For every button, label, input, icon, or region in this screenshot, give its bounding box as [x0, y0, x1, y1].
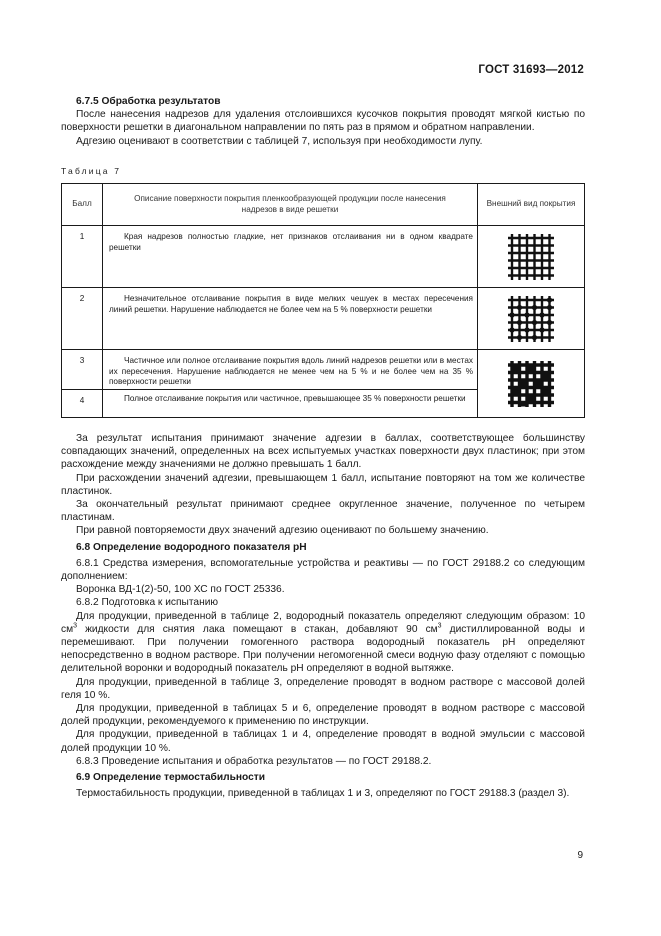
page-content	[61, 94, 585, 801]
section-682-paragraph-3: Для продукции, приведенной в таблицах 5 и 6, определение проводят в водном растворе с массовой долей продукции, рекомендуемого к применению по инструкции.	[61, 703, 585, 728]
section-675-paragraph-2: Адгезию оценивают в соответствии с таблицей 7, используя при необходимости лупу.	[76, 135, 483, 147]
table-row	[62, 226, 585, 288]
row-1-description: Края надрезов полностью гладкие, нет признаков отслаивания ни в одном квадрате решетки	[109, 232, 473, 252]
table-7	[61, 183, 585, 418]
section-683-paragraph: 6.8.3 Проведение испытания и обработка результатов — по ГОСТ 29188.2.	[76, 755, 432, 767]
flaked-grid-image	[506, 294, 556, 344]
peeled-grid-image	[506, 359, 556, 409]
row-3-description: Частичное или полное отслаивание покрытия вдоль линий надрезов решетки или в местах их пересечения. Нарушение наблюдается не менее чем на 5 % и не более чем на 35 % поверхности решетки	[109, 356, 473, 387]
result-paragraph-1: За результат испытания принимают значение адгезии в баллах, соответствующее большинству совпадающих значений, определенных на всех испытуемых участках поверхности двух пластинок; при этом расхождение между значениями не должно превышать 1 балл.	[61, 433, 585, 471]
section-682-paragraph-2: Для продукции, приведенной в таблице 3, определение проводят в водном растворе с массовой долей геля 10 %.	[61, 676, 585, 701]
section-681-paragraph: 6.8.1 Средства измерения, вспомогательные устройства и реактивы — по ГОСТ 29188.2 со следующим дополнением:	[61, 557, 585, 583]
section-69-paragraph: Термостабильность продукции, приведенной в таблицах 1 и 3, определяют по ГОСТ 29188.3 (раздел 3).	[76, 788, 570, 800]
row-3-score: 3	[62, 350, 103, 390]
row-4-description: Полное отслаивание покрытия или частичное, превышающее 35 % поверхности решетки	[124, 394, 466, 404]
section-675-paragraph-1: После нанесения надрезов для удаления отслоившихся кусочков покрытия проводят мягкой кистью по поверхности решетки в диагональном направлении по пять раз в прямом и обратном направлении.	[61, 109, 585, 134]
clean-grid-image	[506, 232, 556, 282]
section-682-title: 6.8.2 Подготовка к испытанию	[76, 597, 219, 609]
table-7-caption: Таблица 7	[61, 165, 122, 176]
result-paragraph-3: За окончательный результат принимают среднее округленное значение, полученное по четырем пластинам.	[61, 499, 585, 524]
table-header-row	[62, 184, 585, 226]
document-code: ГОСТ 31693—2012	[478, 64, 584, 76]
table-row	[62, 350, 585, 390]
result-paragraph-4: При равной повторяемости двух значений адгезию оценивают по большему значению.	[76, 525, 489, 537]
header-appearance: Внешний вид покрытия	[478, 184, 585, 226]
page-number: 9	[577, 850, 583, 861]
row-2-appearance	[478, 288, 585, 350]
section-69-title: 6.9 Определение термостабильности	[76, 772, 266, 784]
row-1-appearance	[478, 226, 585, 288]
section-675-title: 6.7.5 Обработка результатов	[76, 96, 221, 107]
section-682-paragraph-4: Для продукции, приведенной в таблицах 1 и 4, определение проводят в водной эмульсии с массовой долей продукции 10 %.	[61, 729, 585, 754]
row-1-score: 1	[62, 226, 103, 288]
header-score: Балл	[62, 184, 103, 226]
row-4-score: 4	[62, 390, 103, 418]
section-682-paragraph-1: Для продукции, приведенной в таблице 2, водородный показатель определяют следующим образом: 10 $см^3$ жидкости для снятия лака помещают в стакан, добавляют 90 $см^3$ дистиллированной воды и перемешивают. При получении гомогенного раствора водородный показатель pH определяют непосредственно в водном растворе. При получении негомогенной смеси водную фазу отделяют с помощью делительной воронки и водородный показатель pH определяют в водной вытяжке.	[61, 610, 585, 675]
row-2-score: 2	[62, 288, 103, 350]
row-2-description: Незначительное отслаивание покрытия в виде мелких чешуек в местах пересечения линий решетки. Нарушение наблюдается не более чем на 5 % поверхности решетки	[109, 294, 473, 314]
result-paragraph-2: При расхождении значений адгезии, превышающем 1 балл, испытание повторяют на том же количестве пластинок.	[61, 472, 585, 497]
section-68-title: 6.8 Определение водородного показателя pH	[76, 541, 307, 553]
table-row	[62, 288, 585, 350]
row-3-4-appearance	[478, 350, 585, 418]
section-681-addition: Воронка ВД-1(2)-50, 100 ХС по ГОСТ 25336.	[76, 584, 285, 596]
header-description: Описание поверхности покрытия пленкообразующей продукции после нанесения надрезов в виде решетки	[103, 184, 478, 226]
